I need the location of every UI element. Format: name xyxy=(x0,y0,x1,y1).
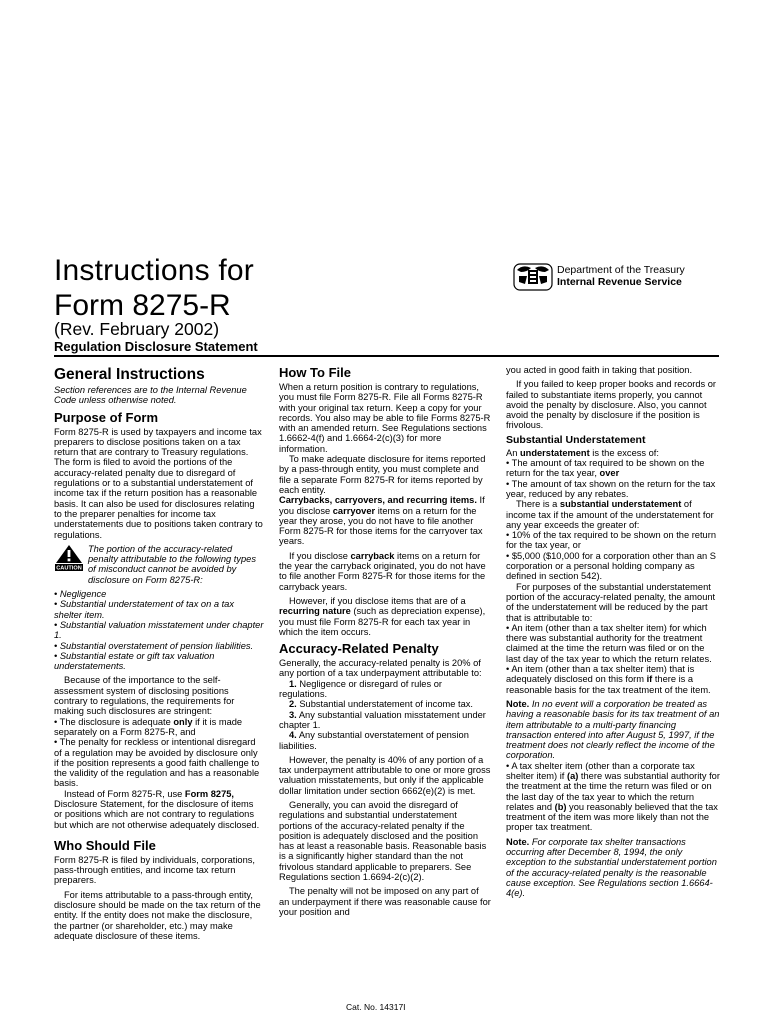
accuracy-paragraph-1: Generally, the accuracy-related penalty is 20% of any portion of a tax underpayment attributable to: xyxy=(279,658,482,679)
reduction-bullet-2: • An item (other than a tax shelter item) that is adequately disclosed on this form if there is a reasonable basis for the tax treatment of the item. xyxy=(506,664,711,695)
accuracy-item-3: 3. Any substantial valuation misstatement under chapter 1. xyxy=(279,709,486,730)
revision-date: (Rev. February 2002) xyxy=(54,319,220,339)
title-line-1: Instructions for xyxy=(54,254,254,287)
title-line-2: Form 8275-R xyxy=(54,289,231,322)
caution-block xyxy=(54,544,264,585)
form-subtitle: Regulation Disclosure Statement xyxy=(54,339,258,354)
purposes-paragraph: For purposes of the substantial understatement portion of the accuracy-related penalty, the amount of the understatement will be reduced by the part that is attributable to: xyxy=(506,581,716,623)
irs-eagle-logo-icon xyxy=(513,262,553,292)
department-name: Department of the Treasury xyxy=(557,264,685,276)
books-records-paragraph: If you failed to keep proper books and records or failed to substantiate items properly, you cannot avoid the penalty by disclosure. Also, you cannot avoid the penalty by disclosure if the position is frivolous. xyxy=(506,379,717,431)
column-2 xyxy=(279,365,491,917)
reduction-bullet-3: • A tax shelter item (other than a corporate tax shelter item) if (a) there was substantial authority for the treatment at the time the return was filed or on the last day of the tax year to which the return relates and (b) you reasonably believed that the tax treatment of the item was more likely than not the proper tax treatment. xyxy=(506,760,720,833)
accuracy-paragraph-4: The penalty will not be imposed on any part of an underpayment if there was reasonable cause for your position and xyxy=(279,886,491,917)
accuracy-paragraph-3: Generally, you can avoid the disregard of regulations and substantial understatement portions of the accuracy-related penalty if the position is adequately disclosed and the position has at least a reasonable basis. Reasonable basis is a significantly higher standard than the not frivolous standard applicable to preparers. See Regulations section 1.6694-2(c)(2). xyxy=(279,799,487,883)
substantial-understatement-heading: Substantial Understatement xyxy=(506,433,646,446)
carryback-paragraph: If you disclose carryback items on a return for the year the carryback originated, you do not have to file another Form 8275-R for those items for the carryback years. xyxy=(279,550,486,592)
accuracy-paragraph-2: However, the penalty is 40% of any portion of a tax underpayment attributable to one or more gross valuation misstatements, but only if the applicable dollar limitation under section 6662(e)(2) is met. xyxy=(279,754,491,796)
how-paragraph-2: To make adequate disclosure for items reported by a pass-through entity, you must complete and file a separate Form 8275-R for items reported by each entity. xyxy=(279,454,486,495)
good-faith-paragraph: you acted in good faith in taking that position. xyxy=(506,365,693,375)
bullet-negligence: • Negligence xyxy=(54,589,107,600)
how-to-file-heading: How To File xyxy=(279,365,351,380)
who-should-file-heading: Who Should File xyxy=(54,837,156,853)
substantial-paragraph: There is a substantial understatement of income tax if the amount of the understatement for any year exceeds the greater of: xyxy=(506,499,714,530)
accuracy-item-2: 2. Substantial understatement of income tax. xyxy=(289,699,473,710)
requirement-2: • The penalty for reckless or intentional disregard of a regulation may be avoided by disclosure only if the position represents a good faith challenge to the validity of the regulation and has a reasonable basis. xyxy=(54,737,260,789)
how-paragraph-1: When a return position is contrary to regulations, you must file Form 8275-R. File all Forms 8275-R with your original tax return. Keep a copy for your records. You also may be able to file Forms 8275-R with an amended return. See Regulations sections 1.6662-4(f) and 1.6664-2(c)(3) for more information. xyxy=(279,382,491,454)
recurring-paragraph: However, if you disclose items that are of a recurring nature (such as depreciation expense), you must file Form 8275-R for each tax year in which the item occurs. xyxy=(279,595,486,637)
instead-paragraph: Instead of Form 8275-R, use Form 8275, Disclosure Statement, for the disclosure of items or positions which are not contrary to regulations but which are not otherwise adequately disclosed. xyxy=(54,788,260,830)
caution-label: CAUTION xyxy=(56,565,82,572)
bullet-tax-shelter: • Substantial understatement of tax on a tax shelter item. xyxy=(54,599,235,620)
understatement-definition: An understatement is the excess of: xyxy=(506,447,659,458)
note-1: Note. In no event will a corporation be treated as having a reasonable basis for its tax treatment of an item attributable to a multi-party financing transaction entered into after August 5, 1997, if the treatment does not clearly reflect the income of the corporation. xyxy=(506,698,720,761)
note-2: Note. For corporate tax shelter transactions occurring after December 8, 1994, the only exception to the substantial understatement portion of the accuracy-related penalty is the reasonable cause exception. See Regulations section 1.6664-4(e). xyxy=(506,836,717,899)
accuracy-penalty-heading: Accuracy-Related Penalty xyxy=(279,641,439,657)
understatement-bullet-1: • The amount of tax required to be shown on the return for the tax year, over xyxy=(506,458,705,479)
greater-of-bullet-2: • $5,000 ($10,000 for a corporation other than an S corporation or a personal holding company as defined in section 542). xyxy=(506,550,716,582)
requirement-1: • The disclosure is adequate only if it is made separately on a Form 8275-R, and xyxy=(54,716,243,737)
accuracy-item-4: 4. Any substantial overstatement of pension liabilities. xyxy=(279,730,469,751)
caution-icon xyxy=(54,544,88,585)
section-references-note: Section references are to the Internal Revenue Code unless otherwise noted. xyxy=(54,385,247,406)
catalog-number: Cat. No. 14317I xyxy=(346,1002,406,1012)
bullet-estate-gift: • Substantial estate or gift tax valuation understatements. xyxy=(54,650,215,672)
purpose-heading: Purpose of Form xyxy=(54,409,159,425)
column-1 xyxy=(54,365,264,941)
bullet-pension: • Substantial overstatement of pension liabilities. xyxy=(54,640,254,651)
accuracy-item-1: 1. Negligence or disregard of rules or regulations. xyxy=(279,678,442,700)
carry-paragraph: Carrybacks, carryovers, and recurring items. If you disclose carryover items on a return for the year they arose, you do not have to file another Form 8275-R for those items for the carryover tax years. xyxy=(279,495,485,547)
who-paragraph-1: Form 8275-R is filed by individuals, corporations, pass-through entities, and income tax return preparers. xyxy=(54,854,256,886)
caution-text: The portion of the accuracy-related penalty attributable to the following types of misconduct cannot be avoided by disclosure on Form 8275-R: xyxy=(88,543,256,585)
greater-of-bullet-1: • 10% of the tax required to be shown on the return for the tax year, or xyxy=(506,530,716,551)
agency-name: Internal Revenue Service xyxy=(557,276,682,288)
importance-paragraph: Because of the importance to the self-assessment system of disclosing positions contrary to regulations, the requirements for making such disclosures are stringent: xyxy=(54,675,235,717)
header-rule xyxy=(54,355,719,357)
general-instructions-heading: General Instructions xyxy=(54,366,205,383)
bullet-valuation: • Substantial valuation misstatement under chapter 1. xyxy=(54,619,264,641)
understatement-bullet-2: • The amount of tax shown on the return for the tax year, reduced by any rebates. xyxy=(506,478,716,499)
who-paragraph-2: For items attributable to a pass-through entity, disclosure should be made on the tax return of the entity. If the entity does not make the disclosure, the partner (or shareholder, etc.) may make adequate disclosure of these items. xyxy=(54,889,261,941)
purpose-paragraph: Form 8275-R is used by taxpayers and income tax preparers to disclose positions taken on a tax return that are contrary to Treasury regulations. The form is filed to avoid the portions of the accuracy-related penalty due to disregard of regulations or to a substantial understatement of income tax if the return position has a reasonable basis. It can also be used for disclosures relating to the preparer penalties for income tax understatements due to positions taken contrary to regulations. xyxy=(54,426,263,540)
column-3 xyxy=(506,365,720,899)
reduction-bullet-1: • An item (other than a tax shelter item) for which there was substantial authority for the treatment claimed at the time the return was filed or on the last day of the tax year to which the return relates. xyxy=(506,622,712,664)
